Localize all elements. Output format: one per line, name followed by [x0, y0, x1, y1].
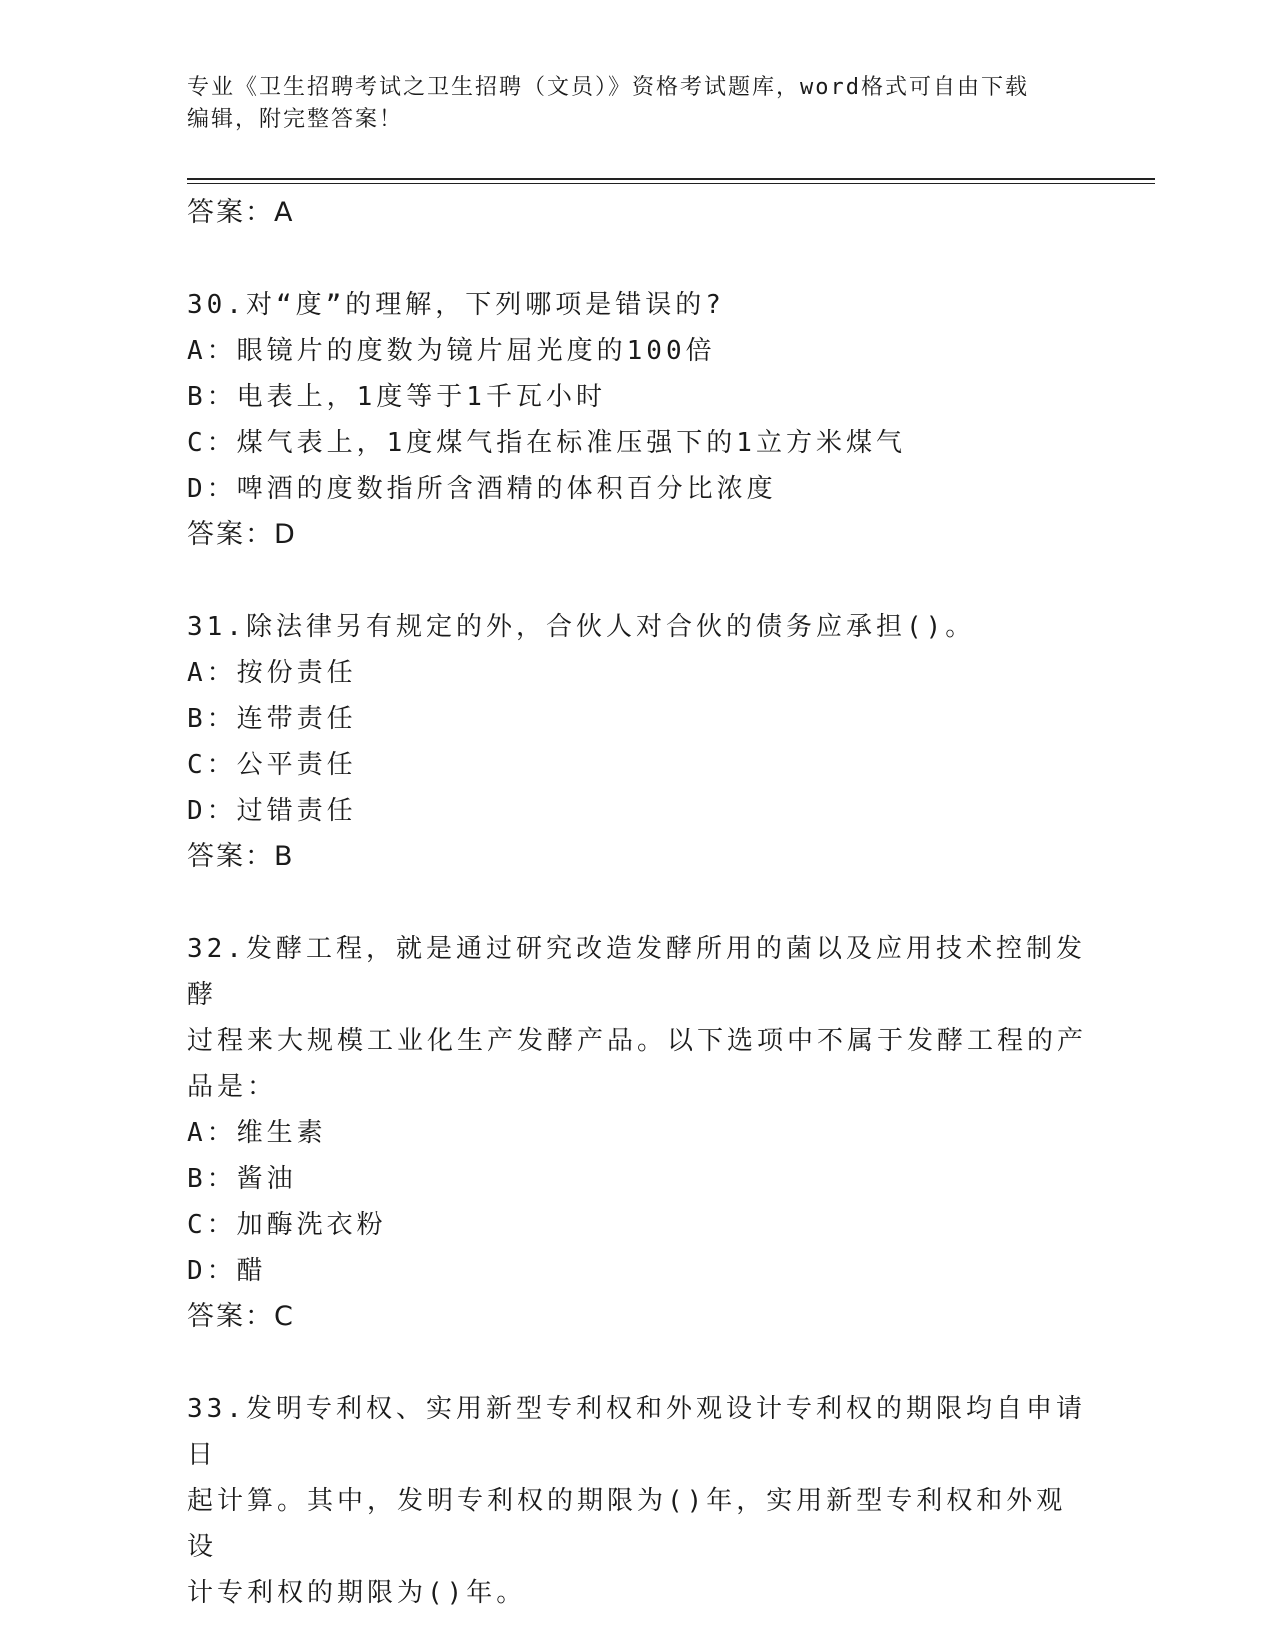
answer-line: 答案：B	[187, 841, 295, 872]
option-b: B：连带责任	[187, 704, 357, 734]
question-32	[187, 926, 1087, 1340]
option-d: D：醋	[187, 1256, 267, 1286]
question-text: 30.对“度”的理解，下列哪项是错误的?	[187, 290, 725, 320]
answer-line: 答案：D	[187, 519, 297, 550]
header-divider-thick	[187, 178, 1155, 180]
option-b: B：酱油	[187, 1164, 297, 1194]
question-text-line-2: 过程来大规模工业化生产发酵产品。以下选项中不属于发酵工程的产	[187, 1026, 1088, 1056]
question-text-line-2: 起计算。其中，发明专利权的期限为()年，实用新型专利权和外观设	[187, 1486, 1067, 1562]
question-text-line-1: 33.发明专利权、实用新型专利权和外观设计专利权的期限均自申请日	[187, 1394, 1086, 1470]
document-header	[187, 72, 1087, 136]
question-31	[187, 604, 1087, 880]
option-d: D：啤酒的度数指所含酒精的体积百分比浓度	[187, 474, 777, 504]
option-c: C：公平责任	[187, 750, 357, 780]
question-text-line-3: 计专利权的期限为()年。	[187, 1578, 527, 1608]
question-list	[187, 190, 1087, 1616]
option-c: C：加酶洗衣粉	[187, 1210, 387, 1240]
question-33	[187, 1386, 1087, 1616]
option-a: A：按份责任	[187, 658, 357, 688]
option-a: A：眼镜片的度数为镜片屈光度的100倍	[187, 336, 716, 366]
answer-line: 答案：A	[187, 197, 295, 228]
option-b: B：电表上，1度等于1千瓦小时	[187, 382, 606, 412]
option-a: A：维生素	[187, 1118, 327, 1148]
header-line-1: 专业《卫生招聘考试之卫生招聘（文员）》资格考试题库，word格式可自由下载	[187, 75, 1029, 100]
option-d: D：过错责任	[187, 796, 357, 826]
header-line-2: 编辑，附完整答案！	[187, 107, 404, 132]
option-c: C：煤气表上，1度煤气指在标准压强下的1立方米煤气	[187, 428, 906, 458]
question-text: 31.除法律另有规定的外，合伙人对合伙的债务应承担()。	[187, 612, 976, 642]
header-divider-thin	[187, 183, 1155, 184]
question-text-line-1: 32.发酵工程，就是通过研究改造发酵所用的菌以及应用技术控制发酵	[187, 934, 1086, 1010]
answer-line: 答案：C	[187, 1301, 295, 1332]
question-text-line-3: 品是：	[187, 1072, 278, 1102]
question-30	[187, 282, 1087, 558]
